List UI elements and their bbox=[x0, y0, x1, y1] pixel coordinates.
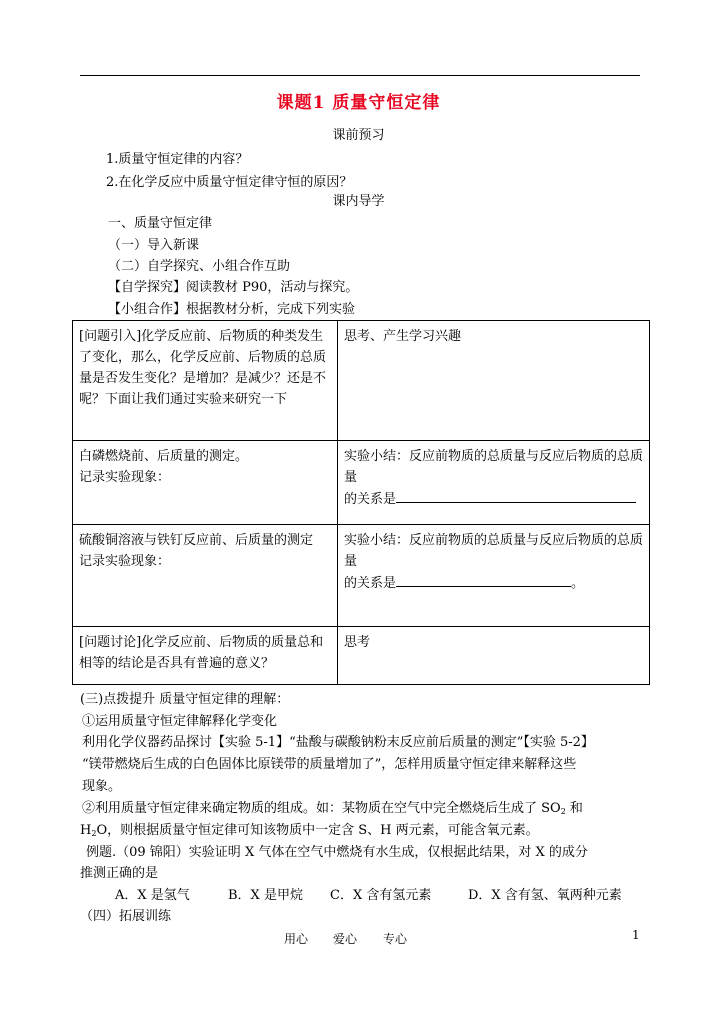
part3-text: ②利用质量守恒定律来确定物质的组成。如：某物质在空气中完全燃烧后生成了 SO bbox=[82, 801, 561, 816]
footer-word: 用心 bbox=[284, 932, 309, 946]
summary-text: 实验小结：反应前物质的总质量与反应后物质的总质量 bbox=[344, 449, 644, 485]
subsection-intro: （一）导入新课 bbox=[108, 238, 200, 253]
experiment-copper-title: 硫酸铜溶液与铁钉反应前、后质量的测定 bbox=[79, 533, 314, 548]
record-phenomenon-label: 记录实验现象： bbox=[79, 554, 171, 569]
table-cell bbox=[73, 627, 338, 685]
think-text: 思考 bbox=[344, 635, 371, 650]
self-study-note: 【自学探究】阅读教材 P90，活动与探究。 bbox=[108, 280, 359, 295]
table-cell bbox=[73, 321, 338, 441]
question-intro-text: [问题引入]化学反应前、后物质的种类发生了变化，那么，化学反应前、后物质的总质量是否发生变化？是增加？是减少？还是不呢？下面让我们通过实验来研究一下 bbox=[79, 329, 327, 407]
table-cell bbox=[73, 441, 338, 525]
relation-label: 的关系是 bbox=[344, 576, 397, 591]
option-b: B．X 是甲烷 bbox=[228, 888, 303, 903]
part3-text: 利用化学仪器药品探讨【实验 5-1】“盐酸与碳酸钠粉末反应前后质量的测定”【实验 5-2】 bbox=[82, 735, 594, 750]
option-c: C．X 含有氢元素 bbox=[330, 888, 432, 903]
part3-text bbox=[80, 819, 539, 838]
record-phenomenon-label: 记录实验现象： bbox=[79, 470, 171, 485]
part4-heading: （四）拓展训练 bbox=[80, 909, 172, 924]
example-question: 推测正确的是 bbox=[80, 866, 159, 881]
part3-text: “镁带燃烧后生成的白色固体比原镁带的质量增加了”，怎样用质量守恒定律来解释这些 bbox=[82, 757, 577, 772]
section-heading-1: 一、质量守恒定律 bbox=[108, 216, 213, 231]
preview-question-1: 1.质量守恒定律的内容？ bbox=[106, 152, 249, 167]
part3-heading: (三)点拨提升 质量守恒定律的理解： bbox=[80, 692, 290, 707]
table-row bbox=[73, 525, 650, 627]
option-a: A．X 是氢气 bbox=[115, 888, 190, 903]
table-cell bbox=[338, 627, 650, 685]
part3-text: 和 bbox=[565, 801, 583, 816]
preview-question-2: 2.在化学反应中质量守恒定律守恒的原因？ bbox=[106, 175, 353, 190]
preview-heading: 课前预习 bbox=[332, 128, 385, 143]
example-question: 例题.（09 锦阳）实验证明 X 气体在空气中燃烧有水生成，仅根据此结果，对 X 的成分 bbox=[86, 845, 588, 860]
table-cell bbox=[338, 525, 650, 627]
header-rule bbox=[80, 75, 640, 76]
subscript: 2 bbox=[560, 807, 566, 816]
part3-point-1: ①运用质量守恒定律解释化学变化 bbox=[82, 714, 278, 729]
part3-text: 现象。 bbox=[82, 779, 122, 794]
footer-word: 爱心 bbox=[333, 932, 358, 946]
part3-text: H bbox=[80, 823, 92, 838]
group-work-note: 【小组合作】根据教材分析，完成下列实验 bbox=[108, 302, 356, 317]
period-mark: 。 bbox=[571, 576, 585, 591]
relation-label: 的关系是 bbox=[344, 492, 397, 507]
discussion-text: [问题讨论]化学反应前、后物质的质量总和相等的结论是否具有普遍的意义？ bbox=[79, 635, 324, 671]
option-d: D．X 含有氢、氧两种元素 bbox=[468, 888, 622, 903]
think-text: 思考、产生学习兴趣 bbox=[344, 329, 462, 344]
part3-point-2 bbox=[82, 797, 583, 816]
experiment-table bbox=[72, 320, 650, 685]
table-row bbox=[73, 627, 650, 685]
table-cell bbox=[73, 525, 338, 627]
page-number: 1 bbox=[632, 928, 640, 942]
table-cell bbox=[338, 441, 650, 525]
table-row bbox=[73, 321, 650, 441]
subscript: 2 bbox=[91, 829, 97, 838]
footer-word: 专心 bbox=[383, 932, 408, 946]
experiment-phosphorus-title: 白磷燃烧前、后质量的测定。 bbox=[79, 449, 249, 464]
subsection-explore: （二）自学探究、小组合作互助 bbox=[108, 259, 291, 274]
part3-text: O，则根据质量守恒定律可知该物质中一定含 S、H 两元素，可能含氧元素。 bbox=[96, 823, 539, 838]
table-cell bbox=[338, 321, 650, 441]
page-title: 课题1 质量守恒定律 bbox=[276, 93, 441, 113]
answer-blank[interactable] bbox=[396, 488, 636, 503]
answer-blank[interactable] bbox=[396, 572, 571, 587]
guide-heading: 课内导学 bbox=[332, 194, 385, 209]
summary-text: 实验小结：反应前物质的总质量与反应后物质的总质量 bbox=[344, 533, 644, 569]
table-row bbox=[73, 441, 650, 525]
